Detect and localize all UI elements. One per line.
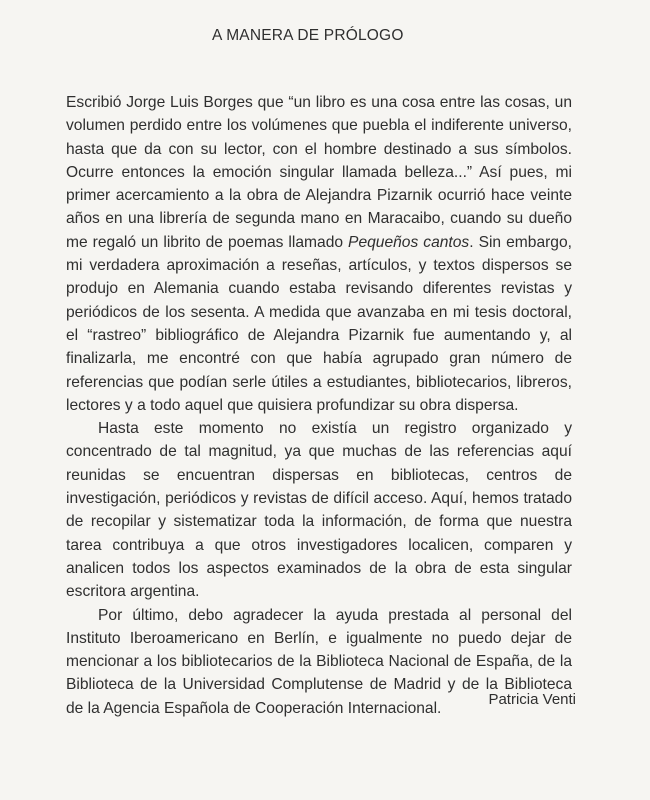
paragraph-1-text-after: . Sin embargo, mi verdadera aproximación a reseñas, artículos, y textos dispersos se produjo en Alemania cuando estaba revisando diferentes revistas y periódicos de los sesenta. A medida que avanzaba en mi tesis doctoral, el “rastreo” bibliográfico de Alejandra Pizarnik fue aumentando y, al finalizarla, me encontré con que había agrupado gran número de referencias que podían serle útiles a estudiantes, bibliotecarios, libreros, lectores y a todo aquel que quisiera profundizar su obra dispersa. xyxy=(66,233,572,414)
paragraph-2: Hasta este momento no existía un registro organizado y concentrado de tal magnitud, ya que muchas de las referencias aquí reunidas se encuentran dispersas en bibliotecas, centros de investigación, periódicos y revistas de difícil acceso. Aquí, hemos tratado de recopilar y sistematizar toda la información, de forma que nuestra tarea contribuya a que otros investigadores localicen, comparen y analicen todos los aspectos examinados de la obra de esta singular escritora argentina. xyxy=(66,420,572,601)
page-title: A MANERA DE PRÓLOGO xyxy=(212,27,404,44)
prologue-body xyxy=(66,91,572,720)
book-title-italic: Pequeños cantos xyxy=(348,233,470,251)
author-signature: Patricia Venti xyxy=(488,691,576,708)
paragraph-3: Por último, debo agradecer la ayuda prestada al personal del Instituto Iberoamericano en Berlín, e igualmente no puedo dejar de mencionar a los bibliotecarios de la Biblioteca Nacional de España, de la Biblioteca de la Universidad Complutense de Madrid y de la Biblioteca de la Agencia Española de Cooperación Internacional. xyxy=(66,606,572,717)
paragraph-1 xyxy=(66,91,572,417)
paragraph-1-text-before: Escribió Jorge Luis Borges que “un libro es una cosa entre las cosas, un volumen perdido entre los volúmenes que puebla el indiferente universo, hasta que da con su lector, con el hombre destinado a sus símbolos. Ocurre entonces la emoción singular llamada belleza...” Así pues, mi primer acercamiento a la obra de Alejandra Pizarnik ocurrió hace veinte años en una librería de segunda mano en Maracaibo, cuando su dueño me regaló un librito de poemas llamado xyxy=(66,94,572,251)
